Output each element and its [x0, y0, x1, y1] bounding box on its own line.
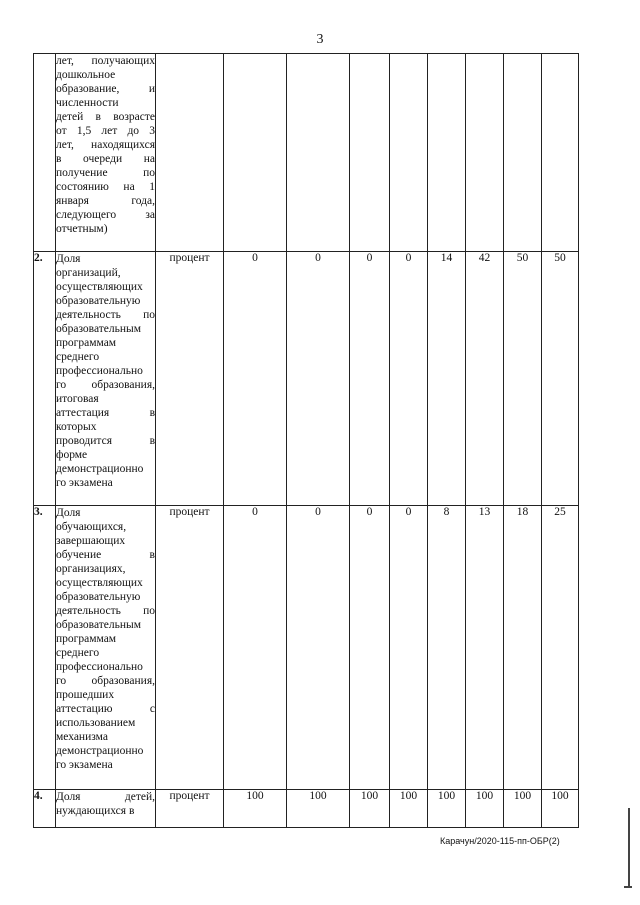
description-line: форме: [56, 449, 88, 461]
description-line: демонстрационно: [56, 745, 144, 757]
page-number: 3: [316, 32, 324, 47]
value-cell: 100: [428, 790, 466, 828]
value-cell: [390, 54, 428, 252]
description-line: аттестацию с: [56, 703, 155, 715]
description-line: проводится в: [56, 435, 155, 447]
value-cell: 0: [390, 506, 428, 790]
value-cell: 50: [504, 252, 542, 506]
value-cell: 13: [466, 506, 504, 790]
value-cell: [287, 54, 350, 252]
description-line: Доля детей,: [56, 791, 155, 803]
unit-cell: процент: [156, 790, 224, 828]
value-cell: 42: [466, 252, 504, 506]
description-line: осуществляющих: [56, 577, 143, 589]
value-cell: 0: [350, 506, 390, 790]
value-cell: 100: [350, 790, 390, 828]
value-cell: 0: [224, 252, 287, 506]
description-line: го экзамена: [56, 759, 113, 771]
value-cell: [224, 54, 287, 252]
value-cell: 0: [287, 506, 350, 790]
indicator-description: [56, 506, 156, 790]
value-cell: [350, 54, 390, 252]
description-line: аттестация в: [56, 407, 155, 419]
value-cell: [504, 54, 542, 252]
description-line: следующего за: [56, 209, 155, 221]
value-cell: 50: [542, 252, 579, 506]
description-line: детей в возрасте: [56, 111, 155, 123]
table-row: [34, 54, 579, 252]
description-line: деятельность по: [56, 605, 155, 617]
description-line: итоговая: [56, 393, 99, 405]
binding-mark: [628, 808, 630, 888]
value-cell: [542, 54, 579, 252]
row-number: 2.: [34, 252, 56, 506]
value-cell: 100: [542, 790, 579, 828]
description-line: осуществляющих: [56, 281, 143, 293]
description-line: получение по: [56, 167, 155, 179]
value-cell: 100: [390, 790, 428, 828]
description-line: механизма: [56, 731, 108, 743]
description-line: программам: [56, 337, 117, 349]
description-line: организаций,: [56, 267, 121, 279]
row-number: 4.: [34, 790, 56, 828]
value-cell: 0: [287, 252, 350, 506]
description-line: отчетным): [56, 223, 108, 235]
description-line: лет, получающих: [56, 55, 155, 67]
description-line: использованием: [56, 717, 136, 729]
value-cell: 0: [390, 252, 428, 506]
value-cell: 100: [224, 790, 287, 828]
value-cell: 0: [224, 506, 287, 790]
description-line: дошкольное: [56, 69, 116, 81]
description-line: го образования,: [56, 675, 155, 687]
unit-cell: процент: [156, 506, 224, 790]
table-row: [34, 790, 579, 828]
description-line: программам: [56, 633, 117, 645]
value-cell: [428, 54, 466, 252]
table-row: [34, 506, 579, 790]
value-cell: 8: [428, 506, 466, 790]
description-line: января года,: [56, 195, 155, 207]
description-line: среднего: [56, 351, 100, 363]
indicator-description: [56, 252, 156, 506]
description-line: прошедших: [56, 689, 115, 701]
row-number: [34, 54, 56, 252]
description-line: образовательным: [56, 619, 142, 631]
description-line: в очереди на: [56, 153, 155, 165]
description-line: образование, и: [56, 83, 155, 95]
description-line: нуждающихся в: [56, 805, 135, 817]
description-line: обучение в: [56, 549, 155, 561]
row-number: 3.: [34, 506, 56, 790]
description-line: среднего: [56, 647, 100, 659]
table-row: [34, 252, 579, 506]
value-cell: 100: [504, 790, 542, 828]
binding-mark-tick: [624, 886, 632, 888]
description-line: деятельность по: [56, 309, 155, 321]
value-cell: 100: [287, 790, 350, 828]
description-line: лет, находящихся: [56, 139, 155, 151]
description-line: го образования,: [56, 379, 155, 391]
description-line: состоянию на 1: [56, 181, 155, 193]
indicator-description: [56, 54, 156, 252]
description-line: от 1,5 лет до 3: [56, 125, 155, 137]
value-cell: 0: [350, 252, 390, 506]
description-line: численности: [56, 97, 119, 109]
value-cell: [466, 54, 504, 252]
description-line: Доля: [56, 507, 81, 519]
document-footer: Карачун/2020-115-пп-ОБР(2): [440, 836, 560, 846]
description-line: организациях,: [56, 563, 126, 575]
description-line: завершающих: [56, 535, 126, 547]
description-line: обучающихся,: [56, 521, 127, 533]
value-cell: 14: [428, 252, 466, 506]
description-line: которых: [56, 421, 97, 433]
description-line: образовательную: [56, 591, 141, 603]
indicator-table: [33, 53, 579, 828]
description-line: образовательным: [56, 323, 142, 335]
value-cell: 25: [542, 506, 579, 790]
description-line: демонстрационно: [56, 463, 144, 475]
description-line: профессионально: [56, 661, 143, 673]
description-line: Доля: [56, 253, 81, 265]
description-line: профессионально: [56, 365, 143, 377]
value-cell: 100: [466, 790, 504, 828]
value-cell: 18: [504, 506, 542, 790]
description-line: образовательную: [56, 295, 141, 307]
unit-cell: процент: [156, 252, 224, 506]
description-line: го экзамена: [56, 477, 113, 489]
unit-cell: [156, 54, 224, 252]
indicator-description: [56, 790, 156, 828]
